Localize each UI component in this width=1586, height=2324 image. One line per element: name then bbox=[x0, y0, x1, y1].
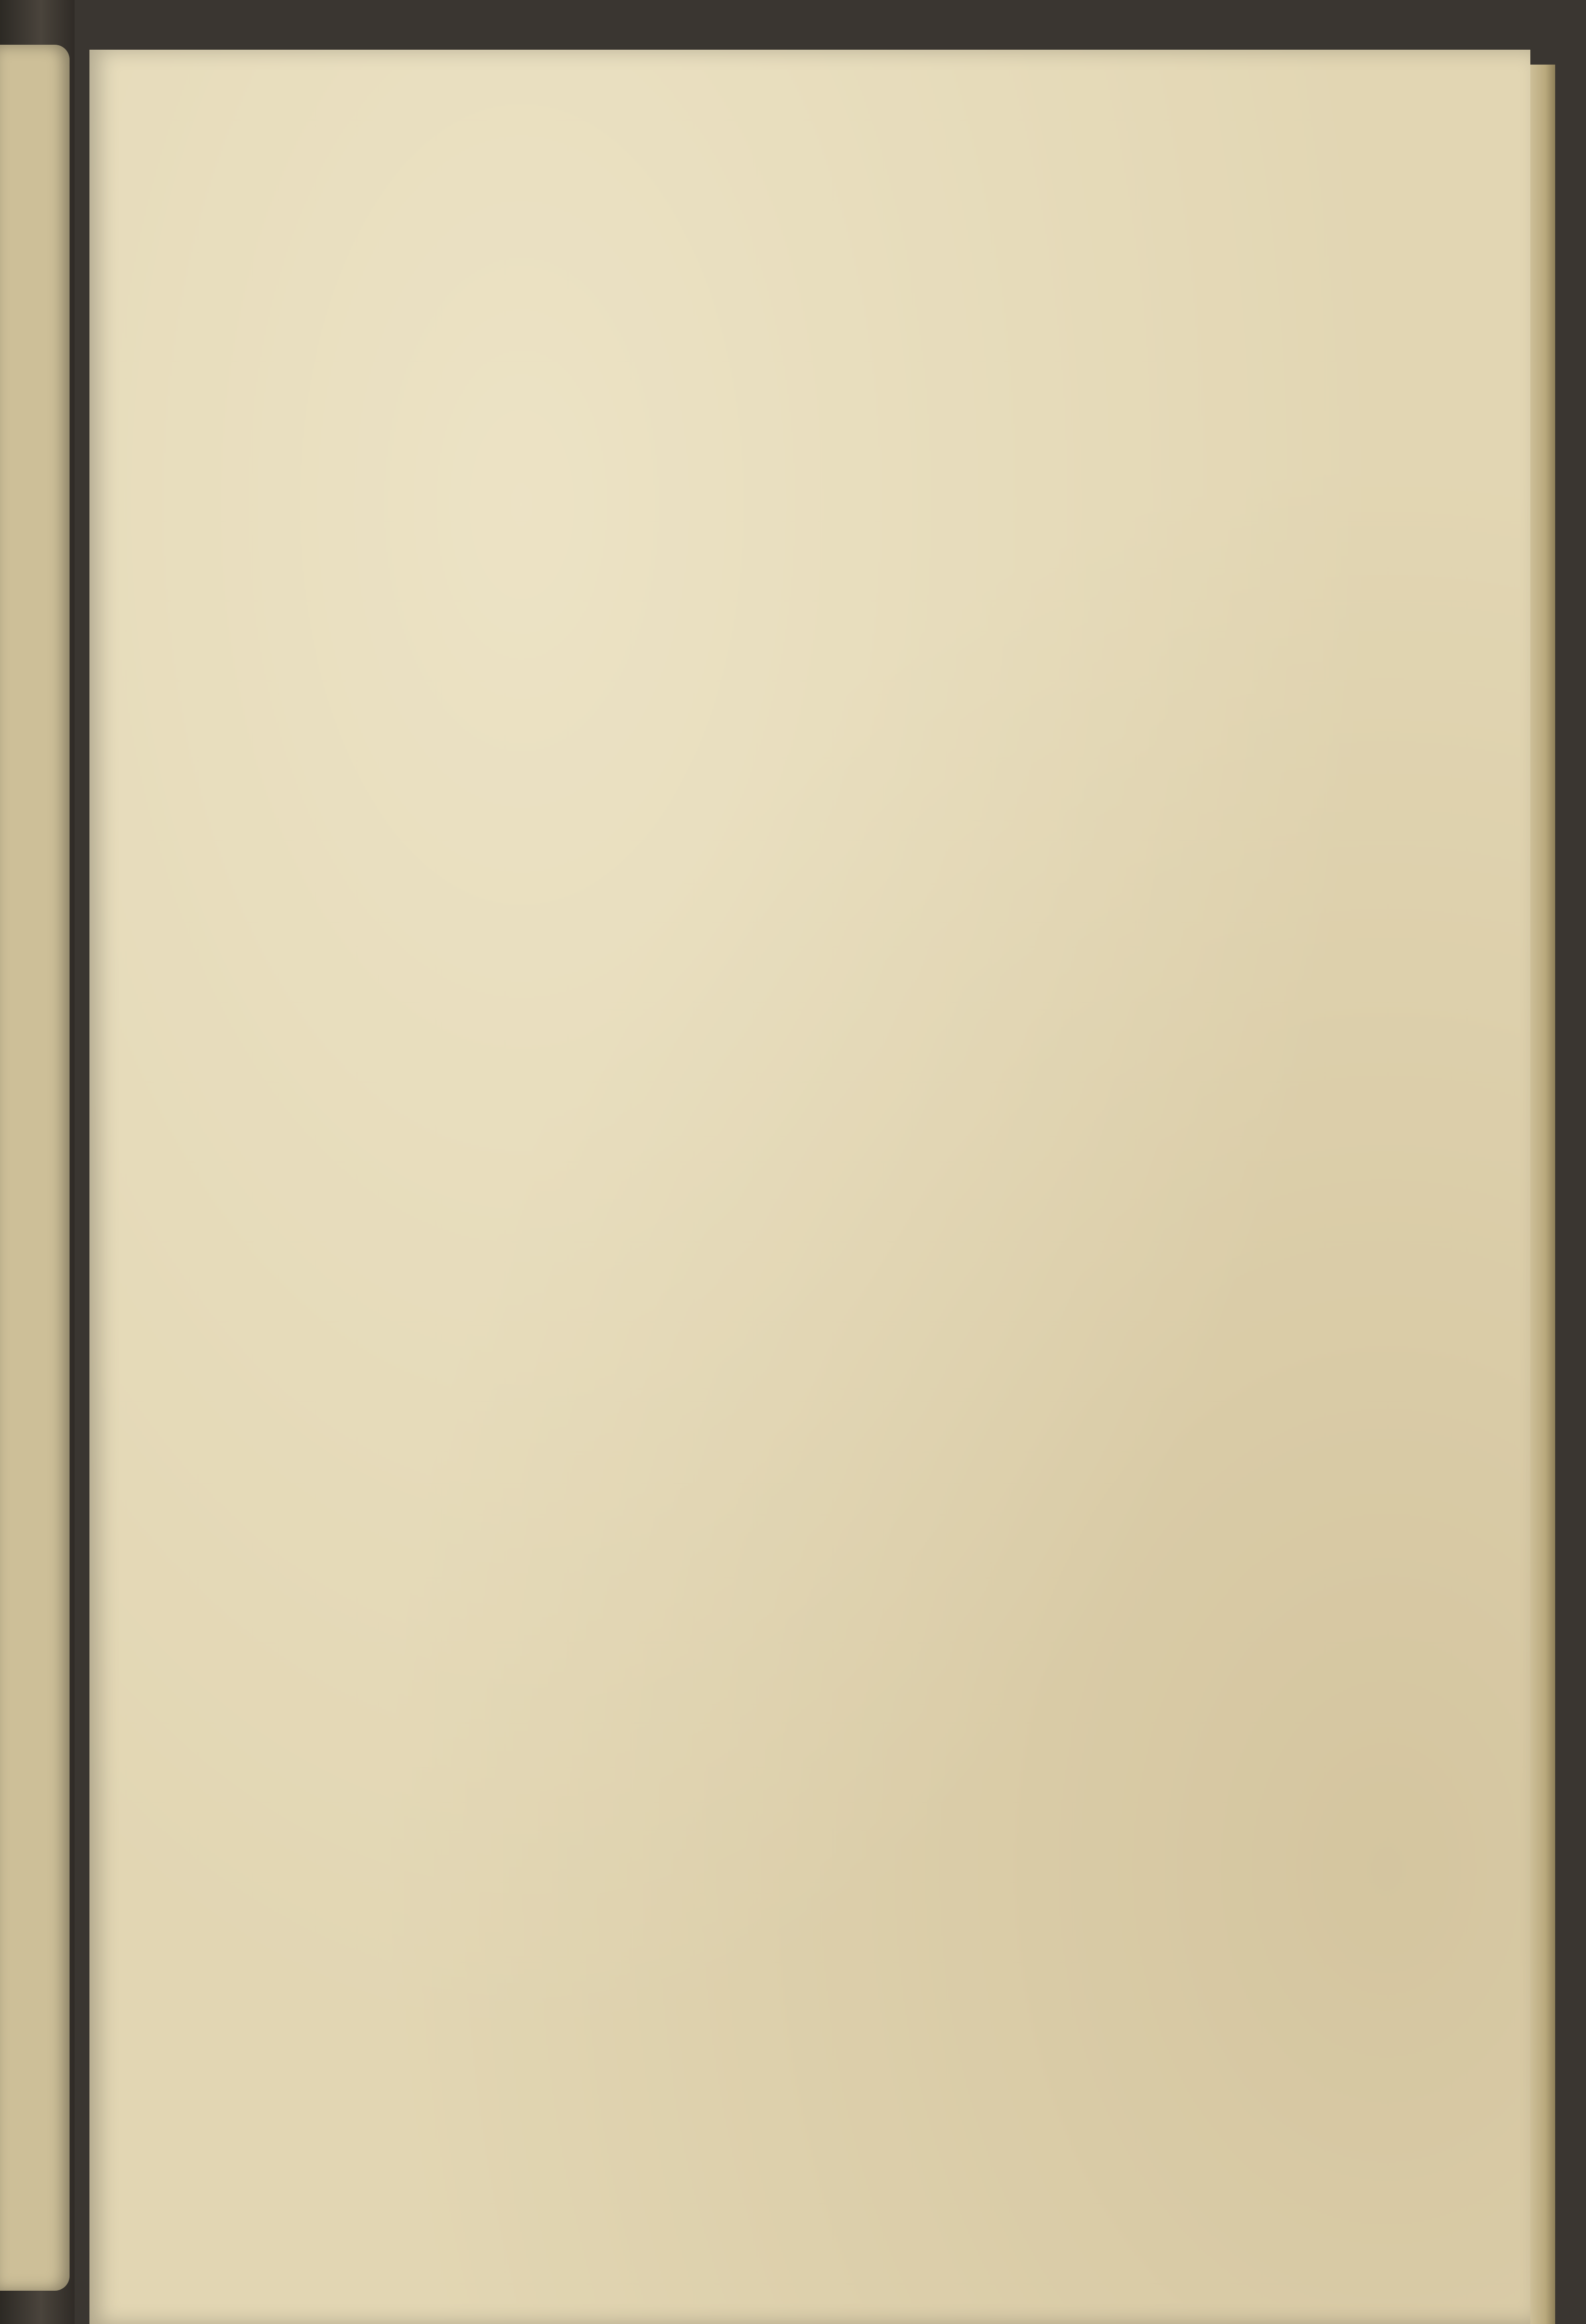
document-page bbox=[89, 50, 1530, 2324]
previous-page-edge bbox=[0, 45, 70, 2291]
page-stack-edge bbox=[1530, 65, 1555, 2324]
press-review-list bbox=[144, 271, 1456, 321]
